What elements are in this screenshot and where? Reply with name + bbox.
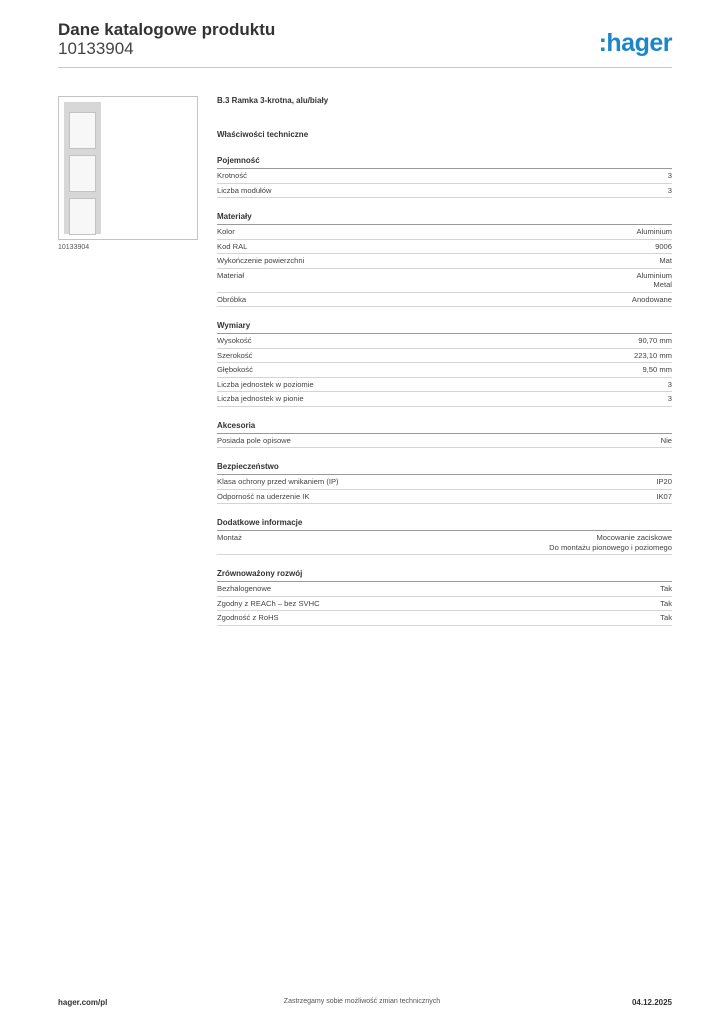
spec-value-line: 223,10 mm bbox=[634, 350, 672, 360]
spec-value-line: Nie bbox=[660, 435, 672, 445]
spec-row bbox=[217, 597, 672, 612]
product-frame-picture bbox=[64, 102, 101, 234]
product-name: B.3 Ramka 3-krotna, alu/biały bbox=[217, 96, 329, 105]
section-title: Akcesoria bbox=[217, 421, 672, 434]
spec-row bbox=[217, 392, 672, 407]
spec-value bbox=[659, 256, 672, 266]
spec-value-line: Aluminium bbox=[636, 227, 672, 236]
spec-value bbox=[668, 186, 672, 196]
spec-value bbox=[638, 336, 672, 346]
image-caption: 10133904 bbox=[58, 244, 90, 251]
spec-label: Zgodny z REACh – bez SVHC bbox=[217, 598, 320, 608]
spec-label: Szerokość bbox=[217, 350, 253, 360]
spec-value bbox=[656, 477, 672, 487]
spec-value-line: IP20 bbox=[656, 477, 672, 486]
spec-row bbox=[217, 582, 672, 597]
spec-label: Kolor bbox=[217, 227, 235, 236]
spec-value-line: 3 bbox=[667, 171, 672, 180]
spec-row bbox=[217, 269, 672, 293]
spec-value bbox=[656, 492, 672, 502]
spec-value-line: IK07 bbox=[656, 491, 672, 501]
spec-row bbox=[217, 490, 672, 505]
spec-value bbox=[637, 271, 672, 290]
spec-row bbox=[217, 254, 672, 269]
spec-section bbox=[217, 156, 672, 198]
spec-value-line: 9,50 mm bbox=[642, 365, 672, 374]
spec-value-line: Anodowane bbox=[631, 294, 672, 304]
spec-label: Wysokość bbox=[217, 336, 252, 345]
section-title: Dodatkowe informacje bbox=[217, 518, 672, 531]
properties-heading: Właściwości techniczne bbox=[217, 130, 309, 139]
spec-label: Wykończenie powierzchni bbox=[217, 256, 305, 265]
spec-value bbox=[642, 365, 672, 375]
spec-label: Zgodność z RoHS bbox=[217, 613, 279, 622]
spec-value bbox=[637, 227, 672, 237]
spec-row bbox=[217, 293, 672, 308]
footer-disclaimer: Zastrzegamy sobie możliwość zmian technicznych bbox=[283, 998, 441, 1005]
spec-label: Kod RAL bbox=[217, 241, 248, 251]
spec-value-line: 90,70 mm bbox=[638, 336, 672, 345]
footer-date: 04.12.2025 bbox=[631, 998, 672, 1007]
spec-value bbox=[668, 380, 672, 390]
spec-label: Materiał bbox=[217, 270, 245, 280]
spec-value bbox=[660, 613, 672, 623]
spec-value-line: 3 bbox=[667, 185, 672, 195]
spec-value-line: Metal bbox=[653, 280, 672, 289]
frame-window bbox=[69, 198, 96, 235]
spec-label: Liczba jednostek w poziomie bbox=[217, 379, 314, 389]
product-code: 10133904 bbox=[58, 39, 134, 58]
spec-row bbox=[217, 184, 672, 199]
spec-value-line: Mocowanie zaciskowe bbox=[596, 533, 672, 542]
spec-label: Odporność na uderzenie IK bbox=[217, 491, 310, 501]
spec-value-line: Tak bbox=[660, 613, 672, 622]
spec-row bbox=[217, 225, 672, 240]
spec-value-line: 9006 bbox=[655, 241, 672, 251]
spec-value bbox=[660, 599, 672, 609]
section-title: Bezpieczeństwo bbox=[217, 462, 672, 475]
footer-website[interactable]: hager.com/pl bbox=[58, 998, 108, 1007]
frame-window bbox=[69, 112, 96, 149]
document-title: Dane katalogowe produktu bbox=[58, 20, 276, 39]
spec-label: Montaż bbox=[217, 533, 242, 542]
spec-label: Liczba modułów bbox=[217, 185, 272, 195]
spec-label: Posiada pole opisowe bbox=[217, 435, 291, 445]
spec-label: Obróbka bbox=[217, 294, 247, 304]
spec-value bbox=[668, 394, 672, 404]
product-details bbox=[217, 96, 672, 626]
spec-section bbox=[217, 518, 672, 555]
spec-label: Głębokość bbox=[217, 365, 253, 374]
spec-row bbox=[217, 169, 672, 184]
spec-value-line: Do montażu pionowego i poziomego bbox=[549, 542, 672, 552]
spec-value bbox=[668, 171, 672, 181]
spec-label: Klasa ochrony przed wnikaniem (IP) bbox=[217, 477, 339, 486]
section-title: Pojemność bbox=[217, 156, 672, 169]
spec-value-line: Mat bbox=[659, 256, 672, 265]
section-title: Materiały bbox=[217, 212, 672, 225]
spec-row bbox=[217, 378, 672, 393]
properties-sections bbox=[217, 156, 672, 626]
spec-value bbox=[660, 584, 672, 594]
hager-logo: :hager bbox=[598, 29, 672, 57]
spec-row bbox=[217, 611, 672, 626]
spec-label: Liczba jednostek w pionie bbox=[217, 394, 304, 403]
spec-row bbox=[217, 363, 672, 378]
section-title: Zrównoważony rozwój bbox=[217, 569, 672, 582]
section-title: Wymiary bbox=[217, 321, 672, 334]
spec-value-line: Tak bbox=[660, 584, 672, 593]
spec-section bbox=[217, 321, 672, 407]
spec-row bbox=[217, 434, 672, 449]
spec-value bbox=[632, 295, 672, 305]
spec-value-line: Tak bbox=[660, 598, 672, 608]
spec-section bbox=[217, 421, 672, 449]
spec-row bbox=[217, 531, 672, 555]
spec-value-line: Aluminium bbox=[636, 270, 672, 280]
spec-value bbox=[655, 242, 672, 252]
spec-row bbox=[217, 240, 672, 255]
spec-section bbox=[217, 462, 672, 504]
spec-value bbox=[661, 436, 672, 446]
spec-label: Krotność bbox=[217, 171, 247, 180]
spec-value-line: 3 bbox=[667, 394, 672, 403]
spec-row bbox=[217, 475, 672, 490]
spec-row bbox=[217, 334, 672, 349]
spec-value bbox=[549, 533, 672, 552]
spec-section bbox=[217, 212, 672, 307]
product-image bbox=[58, 96, 198, 240]
spec-section bbox=[217, 569, 672, 626]
spec-row bbox=[217, 349, 672, 364]
header-divider bbox=[58, 67, 672, 68]
spec-label: Bezhalogenowe bbox=[217, 584, 272, 593]
frame-window bbox=[69, 155, 96, 192]
spec-value-line: 3 bbox=[667, 379, 672, 389]
spec-value bbox=[634, 351, 672, 361]
